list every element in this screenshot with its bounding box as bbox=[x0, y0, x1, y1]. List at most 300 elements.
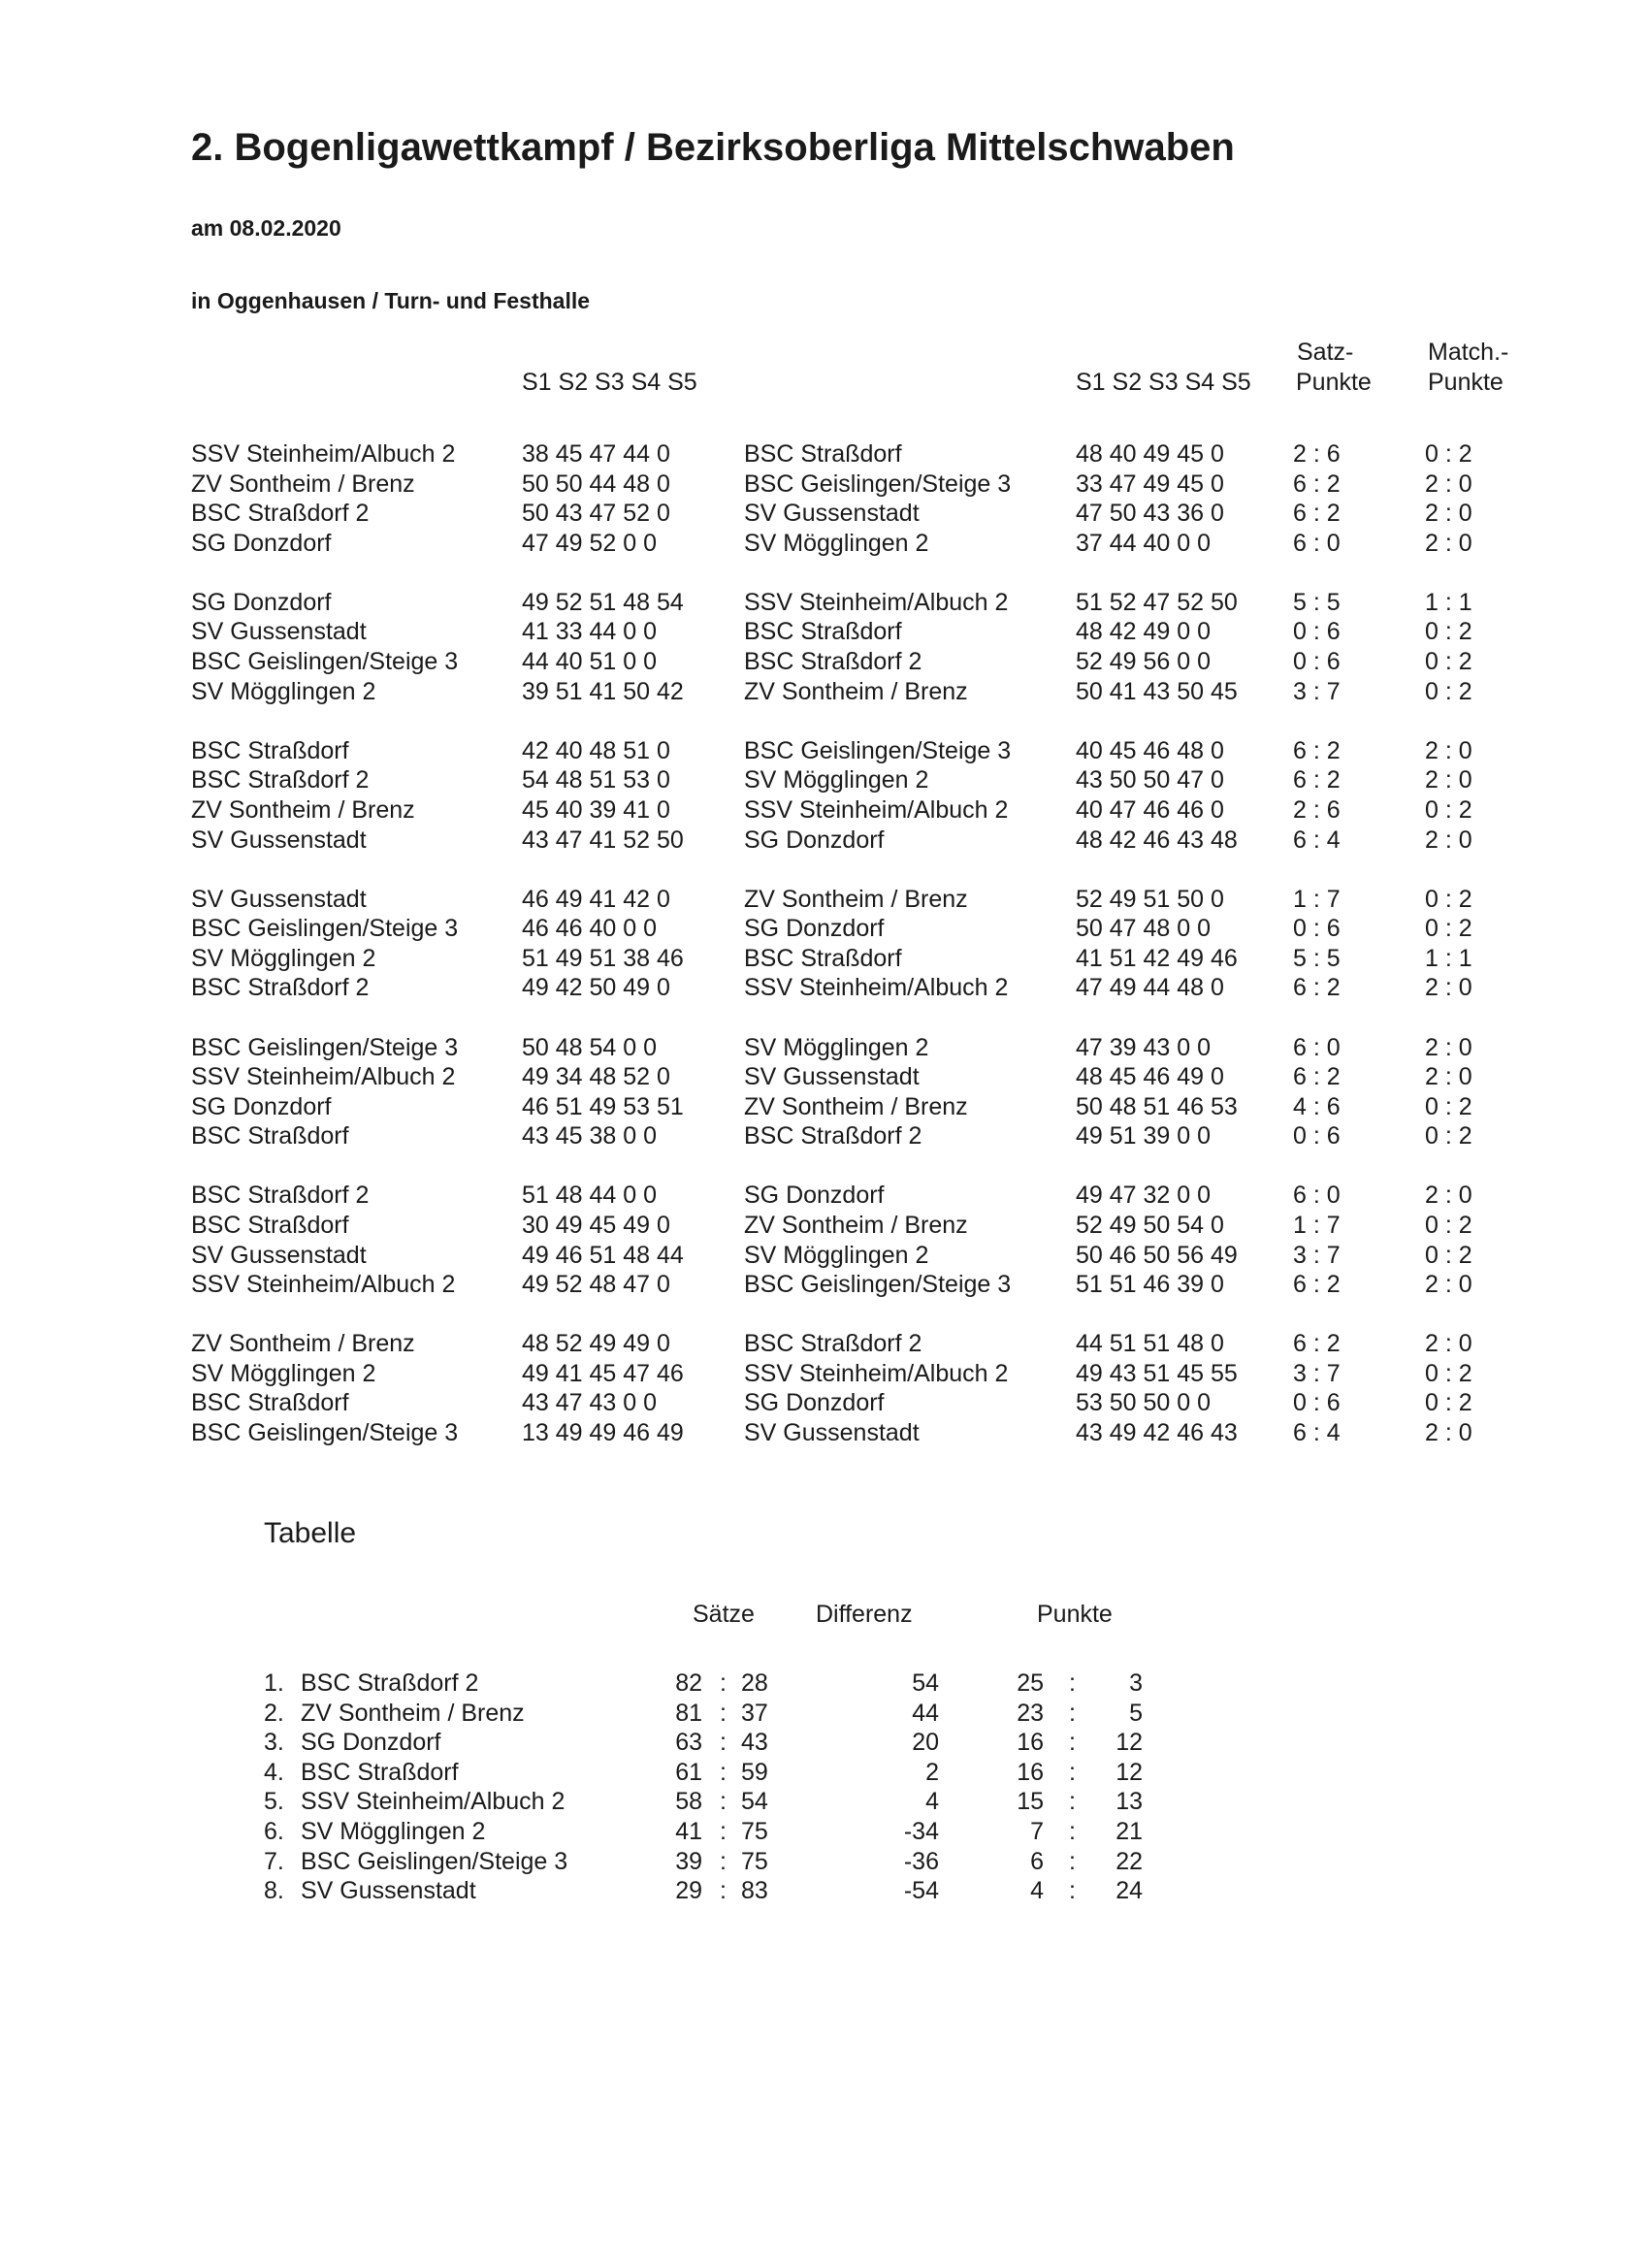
team-name: BSC Straßdorf 2 bbox=[301, 1669, 479, 1697]
points-separator: : bbox=[1069, 1699, 1076, 1727]
guest-team: BSC Geislingen/Steige 3 bbox=[744, 470, 1012, 498]
satz-punkte: 6 : 2 bbox=[1293, 766, 1341, 794]
points-lost: 13 bbox=[1116, 1788, 1143, 1816]
match-row bbox=[191, 944, 1549, 974]
home-team: BSC Straßdorf 2 bbox=[191, 500, 370, 528]
guest-team: SV Gussenstadt bbox=[744, 500, 920, 528]
satz-punkte: 3 : 7 bbox=[1293, 677, 1341, 705]
points-separator: : bbox=[1069, 1788, 1076, 1816]
guest-team: ZV Sontheim / Brenz bbox=[744, 1092, 968, 1120]
sets-won: 39 bbox=[675, 1847, 702, 1875]
standings-table bbox=[264, 1669, 1234, 1906]
home-team: ZV Sontheim / Brenz bbox=[191, 470, 415, 498]
guest-team: SSV Steinheim/Albuch 2 bbox=[744, 795, 1009, 824]
home-set-scores: 48 52 49 49 0 bbox=[522, 1330, 670, 1358]
header-matchpunkte bbox=[1428, 338, 1508, 398]
match-row bbox=[191, 826, 1549, 856]
match-row bbox=[191, 529, 1549, 559]
points-won: 4 bbox=[1030, 1877, 1044, 1905]
satz-punkte: 2 : 6 bbox=[1293, 440, 1341, 468]
guest-set-scores: 49 43 51 45 55 bbox=[1076, 1359, 1238, 1387]
team-name: SG Donzdorf bbox=[301, 1729, 441, 1757]
home-team: SV Gussenstadt bbox=[191, 885, 367, 913]
sets-lost: 43 bbox=[741, 1729, 768, 1757]
match-row bbox=[191, 1270, 1549, 1300]
guest-set-scores: 43 49 42 46 43 bbox=[1076, 1419, 1238, 1447]
home-team: BSC Straßdorf 2 bbox=[191, 766, 370, 794]
standings-row bbox=[264, 1758, 1234, 1788]
match-row bbox=[191, 914, 1549, 944]
home-set-scores: 51 49 51 38 46 bbox=[522, 944, 684, 972]
standings-row bbox=[264, 1728, 1234, 1758]
satz-punkte: 0 : 6 bbox=[1293, 1389, 1341, 1417]
round-block bbox=[191, 736, 1549, 855]
home-team: SSV Steinheim/Albuch 2 bbox=[191, 1063, 456, 1091]
points-separator: : bbox=[1069, 1877, 1076, 1905]
match-row bbox=[191, 885, 1549, 915]
set-difference: -34 bbox=[903, 1817, 939, 1845]
guest-set-scores: 47 39 43 0 0 bbox=[1076, 1033, 1212, 1061]
sets-lost: 83 bbox=[741, 1877, 768, 1905]
satz-punkte: 6 : 2 bbox=[1293, 470, 1341, 498]
round-block bbox=[191, 885, 1549, 1003]
standings-title: Tabelle bbox=[264, 1517, 357, 1549]
header-sets-home: S1 S2 S3 S4 S5 bbox=[522, 369, 697, 396]
home-team: SV Gussenstadt bbox=[191, 618, 367, 646]
satz-punkte: 6 : 0 bbox=[1293, 1033, 1341, 1061]
guest-team: SSV Steinheim/Albuch 2 bbox=[744, 974, 1009, 1002]
guest-set-scores: 43 50 50 47 0 bbox=[1076, 766, 1224, 794]
match-punkte: 0 : 2 bbox=[1425, 1122, 1472, 1150]
rank: 7. bbox=[264, 1847, 284, 1875]
guest-team: SV Mögglingen 2 bbox=[744, 529, 929, 557]
team-name: SSV Steinheim/Albuch 2 bbox=[301, 1788, 566, 1816]
match-punkte: 0 : 2 bbox=[1425, 915, 1472, 943]
home-set-scores: 43 45 38 0 0 bbox=[522, 1122, 658, 1150]
guest-team: ZV Sontheim / Brenz bbox=[744, 1211, 968, 1239]
satz-punkte: 5 : 5 bbox=[1293, 944, 1341, 972]
match-row bbox=[191, 1121, 1549, 1151]
sets-lost: 54 bbox=[741, 1788, 768, 1816]
points-won: 23 bbox=[1017, 1699, 1044, 1727]
guest-team: SV Gussenstadt bbox=[744, 1063, 920, 1091]
home-set-scores: 43 47 43 0 0 bbox=[522, 1389, 658, 1417]
match-row bbox=[191, 499, 1549, 529]
home-set-scores: 49 52 48 47 0 bbox=[522, 1271, 670, 1299]
standings-row bbox=[264, 1876, 1234, 1906]
satz-punkte: 0 : 6 bbox=[1293, 648, 1341, 676]
sets-won: 63 bbox=[675, 1729, 702, 1757]
guest-team: BSC Straßdorf 2 bbox=[744, 1122, 922, 1150]
guest-team: SV Mögglingen 2 bbox=[744, 1241, 929, 1269]
guest-set-scores: 49 51 39 0 0 bbox=[1076, 1122, 1212, 1150]
header-match-line2: Punkte bbox=[1428, 369, 1504, 396]
satz-punkte: 3 : 7 bbox=[1293, 1359, 1341, 1387]
standings-header-punkte: Punkte bbox=[1037, 1601, 1113, 1628]
standings-row bbox=[264, 1699, 1234, 1729]
sets-won: 41 bbox=[675, 1817, 702, 1845]
guest-set-scores: 51 51 46 39 0 bbox=[1076, 1271, 1224, 1299]
rank: 2. bbox=[264, 1699, 284, 1727]
match-punkte: 0 : 2 bbox=[1425, 1389, 1472, 1417]
home-set-scores: 46 49 41 42 0 bbox=[522, 885, 670, 913]
match-row bbox=[191, 439, 1549, 470]
sets-won: 61 bbox=[675, 1758, 702, 1786]
guest-team: SG Donzdorf bbox=[744, 1182, 885, 1210]
guest-team: BSC Straßdorf bbox=[744, 618, 902, 646]
home-set-scores: 30 49 45 49 0 bbox=[522, 1211, 670, 1239]
points-separator: : bbox=[1069, 1847, 1076, 1875]
rank: 5. bbox=[264, 1788, 284, 1816]
home-set-scores: 46 51 49 53 51 bbox=[522, 1092, 684, 1120]
points-lost: 21 bbox=[1116, 1817, 1143, 1845]
team-name: BSC Geislingen/Steige 3 bbox=[301, 1847, 568, 1875]
match-punkte: 2 : 0 bbox=[1425, 974, 1472, 1002]
home-set-scores: 43 47 41 52 50 bbox=[522, 826, 684, 854]
home-set-scores: 54 48 51 53 0 bbox=[522, 766, 670, 794]
match-row bbox=[191, 617, 1549, 647]
home-team: SV Mögglingen 2 bbox=[191, 1359, 376, 1387]
home-set-scores: 49 46 51 48 44 bbox=[522, 1241, 684, 1269]
guest-team: BSC Geislingen/Steige 3 bbox=[744, 736, 1012, 764]
sets-lost: 37 bbox=[741, 1699, 768, 1727]
rank: 6. bbox=[264, 1817, 284, 1845]
match-punkte: 2 : 0 bbox=[1425, 1033, 1472, 1061]
standings-row bbox=[264, 1817, 1234, 1847]
points-won: 6 bbox=[1030, 1847, 1044, 1875]
home-set-scores: 49 34 48 52 0 bbox=[522, 1063, 670, 1091]
home-set-scores: 50 43 47 52 0 bbox=[522, 500, 670, 528]
guest-set-scores: 48 42 49 0 0 bbox=[1076, 618, 1212, 646]
home-set-scores: 44 40 51 0 0 bbox=[522, 648, 658, 676]
match-punkte: 2 : 0 bbox=[1425, 1419, 1472, 1447]
match-punkte: 2 : 0 bbox=[1425, 470, 1472, 498]
satz-punkte: 1 : 7 bbox=[1293, 1211, 1341, 1239]
header-satz-line2: Punkte bbox=[1296, 369, 1372, 396]
points-lost: 3 bbox=[1129, 1669, 1143, 1697]
match-punkte: 0 : 2 bbox=[1425, 885, 1472, 913]
satz-punkte: 0 : 6 bbox=[1293, 915, 1341, 943]
home-set-scores: 38 45 47 44 0 bbox=[522, 440, 670, 468]
home-set-scores: 13 49 49 46 49 bbox=[522, 1419, 684, 1447]
results-list bbox=[191, 439, 1549, 1477]
match-row bbox=[191, 1211, 1549, 1241]
match-punkte: 0 : 2 bbox=[1425, 618, 1472, 646]
sets-lost: 28 bbox=[741, 1669, 768, 1697]
home-set-scores: 50 50 44 48 0 bbox=[522, 470, 670, 498]
guest-set-scores: 44 51 51 48 0 bbox=[1076, 1330, 1224, 1358]
match-row bbox=[191, 795, 1549, 826]
match-row bbox=[191, 1329, 1549, 1359]
points-won: 16 bbox=[1017, 1758, 1044, 1786]
points-won: 7 bbox=[1030, 1817, 1044, 1845]
home-set-scores: 45 40 39 41 0 bbox=[522, 795, 670, 824]
round-block bbox=[191, 588, 1549, 706]
header-sets-guest: S1 S2 S3 S4 S5 bbox=[1076, 369, 1251, 396]
guest-team: BSC Straßdorf 2 bbox=[744, 648, 922, 676]
team-name: BSC Straßdorf bbox=[301, 1758, 459, 1786]
home-team: SG Donzdorf bbox=[191, 529, 332, 557]
standings-row bbox=[264, 1847, 1234, 1877]
match-punkte: 1 : 1 bbox=[1425, 944, 1472, 972]
home-team: SV Mögglingen 2 bbox=[191, 677, 376, 705]
satz-punkte: 4 : 6 bbox=[1293, 1092, 1341, 1120]
match-punkte: 1 : 1 bbox=[1425, 588, 1472, 616]
guest-team: SV Mögglingen 2 bbox=[744, 766, 929, 794]
points-lost: 5 bbox=[1129, 1699, 1143, 1727]
match-punkte: 2 : 0 bbox=[1425, 1330, 1472, 1358]
guest-set-scores: 49 47 32 0 0 bbox=[1076, 1182, 1212, 1210]
match-punkte: 0 : 2 bbox=[1425, 1359, 1472, 1387]
round-block bbox=[191, 1329, 1549, 1447]
guest-team: SG Donzdorf bbox=[744, 915, 885, 943]
home-team: BSC Straßdorf bbox=[191, 736, 349, 764]
guest-set-scores: 50 47 48 0 0 bbox=[1076, 915, 1212, 943]
match-row bbox=[191, 1359, 1549, 1389]
match-row bbox=[191, 736, 1549, 766]
sets-separator: : bbox=[720, 1729, 727, 1757]
satz-punkte: 6 : 4 bbox=[1293, 826, 1341, 854]
match-row bbox=[191, 765, 1549, 795]
home-team: BSC Straßdorf 2 bbox=[191, 1182, 370, 1210]
home-team: BSC Straßdorf bbox=[191, 1389, 349, 1417]
home-set-scores: 46 46 40 0 0 bbox=[522, 915, 658, 943]
points-separator: : bbox=[1069, 1817, 1076, 1845]
standings-header-differenz: Differenz bbox=[816, 1601, 913, 1628]
rank: 8. bbox=[264, 1877, 284, 1905]
home-set-scores: 49 52 51 48 54 bbox=[522, 588, 684, 616]
home-set-scores: 51 48 44 0 0 bbox=[522, 1182, 658, 1210]
match-row bbox=[191, 470, 1549, 500]
satz-punkte: 0 : 6 bbox=[1293, 618, 1341, 646]
rank: 1. bbox=[264, 1669, 284, 1697]
standings-row bbox=[264, 1787, 1234, 1817]
guest-set-scores: 41 51 42 49 46 bbox=[1076, 944, 1238, 972]
home-team: BSC Geislingen/Steige 3 bbox=[191, 915, 459, 943]
round-block bbox=[191, 1181, 1549, 1299]
guest-team: SV Gussenstadt bbox=[744, 1419, 920, 1447]
guest-team: SG Donzdorf bbox=[744, 1389, 885, 1417]
satz-punkte: 6 : 2 bbox=[1293, 1271, 1341, 1299]
satz-punkte: 6 : 2 bbox=[1293, 974, 1341, 1002]
match-row bbox=[191, 677, 1549, 707]
match-punkte: 0 : 2 bbox=[1425, 795, 1472, 824]
set-difference: 54 bbox=[912, 1669, 939, 1697]
guest-set-scores: 47 50 43 36 0 bbox=[1076, 500, 1224, 528]
guest-set-scores: 52 49 56 0 0 bbox=[1076, 648, 1212, 676]
match-punkte: 0 : 2 bbox=[1425, 1092, 1472, 1120]
match-punkte: 2 : 0 bbox=[1425, 736, 1472, 764]
home-team: SG Donzdorf bbox=[191, 588, 332, 616]
team-name: SV Mögglingen 2 bbox=[301, 1817, 486, 1845]
home-team: SSV Steinheim/Albuch 2 bbox=[191, 1271, 456, 1299]
round-block bbox=[191, 439, 1549, 558]
points-separator: : bbox=[1069, 1669, 1076, 1697]
home-set-scores: 49 41 45 47 46 bbox=[522, 1359, 684, 1387]
match-punkte: 2 : 0 bbox=[1425, 1063, 1472, 1091]
satz-punkte: 6 : 2 bbox=[1293, 1330, 1341, 1358]
guest-team: BSC Straßdorf 2 bbox=[744, 1330, 922, 1358]
match-row bbox=[191, 1092, 1549, 1122]
match-punkte: 0 : 2 bbox=[1425, 1211, 1472, 1239]
points-lost: 22 bbox=[1116, 1847, 1143, 1875]
sets-separator: : bbox=[720, 1817, 727, 1845]
sets-won: 58 bbox=[675, 1788, 702, 1816]
home-team: SSV Steinheim/Albuch 2 bbox=[191, 440, 456, 468]
set-difference: 20 bbox=[912, 1729, 939, 1757]
match-punkte: 2 : 0 bbox=[1425, 529, 1472, 557]
guest-team: SSV Steinheim/Albuch 2 bbox=[744, 588, 1009, 616]
guest-set-scores: 33 47 49 45 0 bbox=[1076, 470, 1224, 498]
header-satzpunkte bbox=[1296, 338, 1372, 398]
home-set-scores: 49 42 50 49 0 bbox=[522, 974, 670, 1002]
guest-set-scores: 52 49 51 50 0 bbox=[1076, 885, 1224, 913]
satz-punkte: 6 : 0 bbox=[1293, 529, 1341, 557]
match-punkte: 2 : 0 bbox=[1425, 1271, 1472, 1299]
set-difference: -54 bbox=[903, 1877, 939, 1905]
guest-team: SV Mögglingen 2 bbox=[744, 1033, 929, 1061]
team-name: SV Gussenstadt bbox=[301, 1877, 476, 1905]
home-set-scores: 42 40 48 51 0 bbox=[522, 736, 670, 764]
guest-set-scores: 48 45 46 49 0 bbox=[1076, 1063, 1224, 1091]
guest-team: BSC Straßdorf bbox=[744, 944, 902, 972]
home-team: BSC Straßdorf bbox=[191, 1122, 349, 1150]
satz-punkte: 6 : 4 bbox=[1293, 1419, 1341, 1447]
set-difference: -36 bbox=[903, 1847, 939, 1875]
satz-punkte: 6 : 0 bbox=[1293, 1182, 1341, 1210]
sets-separator: : bbox=[720, 1669, 727, 1697]
match-punkte: 0 : 2 bbox=[1425, 648, 1472, 676]
match-punkte: 2 : 0 bbox=[1425, 826, 1472, 854]
rank: 4. bbox=[264, 1758, 284, 1786]
home-team: BSC Straßdorf 2 bbox=[191, 974, 370, 1002]
set-difference: 4 bbox=[925, 1788, 939, 1816]
venue-line: in Oggenhausen / Turn- und Festhalle bbox=[191, 288, 591, 313]
home-team: BSC Straßdorf bbox=[191, 1211, 349, 1239]
page-title: 2. Bogenligawettkampf / Bezirksoberliga Mittelschwaben bbox=[191, 126, 1235, 169]
set-difference: 44 bbox=[912, 1699, 939, 1727]
match-row bbox=[191, 1418, 1549, 1448]
guest-set-scores: 53 50 50 0 0 bbox=[1076, 1389, 1212, 1417]
points-lost: 24 bbox=[1116, 1877, 1143, 1905]
match-row bbox=[191, 647, 1549, 677]
sets-lost: 75 bbox=[741, 1847, 768, 1875]
satz-punkte: 2 : 6 bbox=[1293, 795, 1341, 824]
match-row bbox=[191, 1181, 1549, 1211]
satz-punkte: 5 : 5 bbox=[1293, 588, 1341, 616]
guest-set-scores: 48 40 49 45 0 bbox=[1076, 440, 1224, 468]
satz-punkte: 1 : 7 bbox=[1293, 885, 1341, 913]
match-punkte: 0 : 2 bbox=[1425, 440, 1472, 468]
team-name: ZV Sontheim / Brenz bbox=[301, 1699, 525, 1727]
sets-separator: : bbox=[720, 1847, 727, 1875]
sets-separator: : bbox=[720, 1877, 727, 1905]
match-row bbox=[191, 973, 1549, 1003]
sets-lost: 75 bbox=[741, 1817, 768, 1845]
points-won: 16 bbox=[1017, 1729, 1044, 1757]
match-punkte: 2 : 0 bbox=[1425, 500, 1472, 528]
home-team: SV Mögglingen 2 bbox=[191, 944, 376, 972]
guest-team: ZV Sontheim / Brenz bbox=[744, 677, 968, 705]
sets-won: 81 bbox=[675, 1699, 702, 1727]
match-punkte: 0 : 2 bbox=[1425, 677, 1472, 705]
guest-set-scores: 47 49 44 48 0 bbox=[1076, 974, 1224, 1002]
home-team: BSC Geislingen/Steige 3 bbox=[191, 648, 459, 676]
match-row bbox=[191, 1033, 1549, 1063]
points-separator: : bbox=[1069, 1758, 1076, 1786]
satz-punkte: 6 : 2 bbox=[1293, 500, 1341, 528]
points-lost: 12 bbox=[1116, 1729, 1143, 1757]
sets-separator: : bbox=[720, 1788, 727, 1816]
standings-header-saetze: Sätze bbox=[693, 1601, 755, 1628]
guest-team: BSC Straßdorf bbox=[744, 440, 902, 468]
match-row bbox=[191, 1388, 1549, 1418]
header-satz-line1: Satz- bbox=[1297, 339, 1354, 366]
guest-team: BSC Geislingen/Steige 3 bbox=[744, 1271, 1012, 1299]
date-line: am 08.02.2020 bbox=[191, 215, 341, 241]
points-won: 15 bbox=[1017, 1788, 1044, 1816]
satz-punkte: 6 : 2 bbox=[1293, 1063, 1341, 1091]
match-punkte: 2 : 0 bbox=[1425, 1182, 1472, 1210]
match-row bbox=[191, 1241, 1549, 1271]
home-team: SV Gussenstadt bbox=[191, 1241, 367, 1269]
header-match-line1: Match.- bbox=[1428, 339, 1509, 366]
set-difference: 2 bbox=[925, 1758, 939, 1786]
match-punkte: 2 : 0 bbox=[1425, 766, 1472, 794]
satz-punkte: 6 : 2 bbox=[1293, 736, 1341, 764]
guest-set-scores: 40 45 46 48 0 bbox=[1076, 736, 1224, 764]
guest-set-scores: 40 47 46 46 0 bbox=[1076, 795, 1224, 824]
sets-separator: : bbox=[720, 1758, 727, 1786]
guest-team: ZV Sontheim / Brenz bbox=[744, 885, 968, 913]
guest-set-scores: 51 52 47 52 50 bbox=[1076, 588, 1238, 616]
sets-won: 82 bbox=[675, 1669, 702, 1697]
guest-team: SG Donzdorf bbox=[744, 826, 885, 854]
home-team: BSC Geislingen/Steige 3 bbox=[191, 1419, 459, 1447]
home-set-scores: 50 48 54 0 0 bbox=[522, 1033, 658, 1061]
home-set-scores: 41 33 44 0 0 bbox=[522, 618, 658, 646]
round-block bbox=[191, 1033, 1549, 1151]
guest-set-scores: 52 49 50 54 0 bbox=[1076, 1211, 1224, 1239]
standings-row bbox=[264, 1669, 1234, 1699]
guest-team: SSV Steinheim/Albuch 2 bbox=[744, 1359, 1009, 1387]
points-separator: : bbox=[1069, 1729, 1076, 1757]
home-team: ZV Sontheim / Brenz bbox=[191, 1330, 415, 1358]
guest-set-scores: 50 46 50 56 49 bbox=[1076, 1241, 1238, 1269]
guest-set-scores: 37 44 40 0 0 bbox=[1076, 529, 1212, 557]
home-set-scores: 47 49 52 0 0 bbox=[522, 529, 658, 557]
satz-punkte: 0 : 6 bbox=[1293, 1122, 1341, 1150]
rank: 3. bbox=[264, 1729, 284, 1757]
sets-lost: 59 bbox=[741, 1758, 768, 1786]
home-team: SV Gussenstadt bbox=[191, 826, 367, 854]
match-row bbox=[191, 588, 1549, 618]
home-team: SG Donzdorf bbox=[191, 1092, 332, 1120]
guest-set-scores: 48 42 46 43 48 bbox=[1076, 826, 1238, 854]
match-row bbox=[191, 1062, 1549, 1092]
guest-set-scores: 50 48 51 46 53 bbox=[1076, 1092, 1238, 1120]
sets-won: 29 bbox=[675, 1877, 702, 1905]
home-team: ZV Sontheim / Brenz bbox=[191, 795, 415, 824]
guest-set-scores: 50 41 43 50 45 bbox=[1076, 677, 1238, 705]
home-set-scores: 39 51 41 50 42 bbox=[522, 677, 684, 705]
satz-punkte: 3 : 7 bbox=[1293, 1241, 1341, 1269]
points-won: 25 bbox=[1017, 1669, 1044, 1697]
home-team: BSC Geislingen/Steige 3 bbox=[191, 1033, 459, 1061]
sets-separator: : bbox=[720, 1699, 727, 1727]
points-lost: 12 bbox=[1116, 1758, 1143, 1786]
match-punkte: 0 : 2 bbox=[1425, 1241, 1472, 1269]
